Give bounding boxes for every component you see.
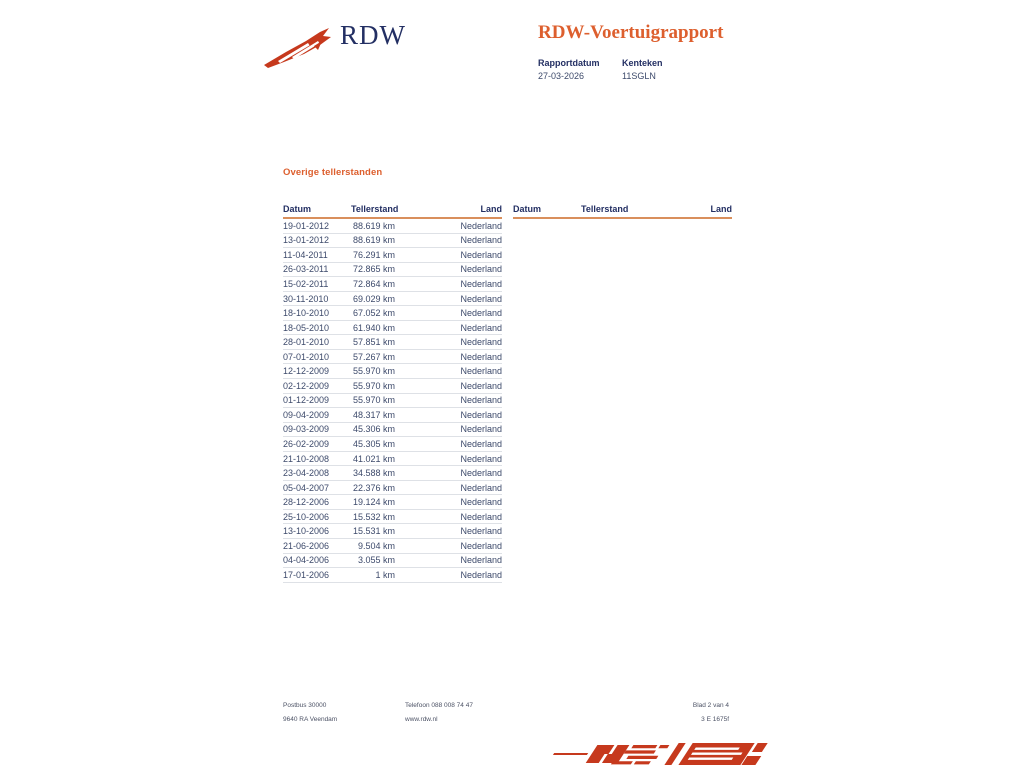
table-row <box>283 248 502 263</box>
report-date-label: Rapportdatum <box>538 58 600 68</box>
cell-country: Nederland <box>460 308 502 319</box>
cell-reading: 57.851 km <box>352 337 395 348</box>
cell-reading: 57.267 km <box>352 351 395 362</box>
cell-country: Nederland <box>460 482 502 493</box>
meter-rows-left <box>283 219 502 583</box>
table-row <box>283 335 502 350</box>
cell-reading: 69.029 km <box>352 293 395 304</box>
cell-country: Nederland <box>460 511 502 522</box>
cell-date: 07-01-2010 <box>283 351 330 362</box>
cell-date: 18-10-2010 <box>283 308 330 319</box>
cell-country: Nederland <box>460 220 502 231</box>
cell-country: Nederland <box>460 453 502 464</box>
table-row <box>283 481 502 496</box>
cell-country: Nederland <box>460 380 502 391</box>
table-row <box>283 524 502 539</box>
cell-date: 09-03-2009 <box>283 424 330 435</box>
cell-date: 04-04-2006 <box>283 555 330 566</box>
cell-country: Nederland <box>460 497 502 508</box>
cell-reading: 22.376 km <box>352 482 395 493</box>
cell-reading: 88.619 km <box>352 235 395 246</box>
footer-website: www.rdw.nl <box>405 716 438 723</box>
table-row <box>283 379 502 394</box>
page-title: RDW-Voertuigrapport <box>538 22 724 43</box>
cell-date: 25-10-2006 <box>283 511 330 522</box>
table-row <box>283 394 502 409</box>
cell-country: Nederland <box>460 540 502 551</box>
table-row <box>283 321 502 336</box>
table-row <box>283 495 502 510</box>
cell-country: Nederland <box>460 351 502 362</box>
cell-reading: 45.306 km <box>352 424 395 435</box>
cell-reading: 72.865 km <box>352 264 395 275</box>
cell-date: 05-04-2007 <box>283 482 330 493</box>
cell-date: 28-12-2006 <box>283 497 330 508</box>
cell-country: Nederland <box>460 337 502 348</box>
footer-contact <box>405 699 473 727</box>
cell-country: Nederland <box>460 555 502 566</box>
cell-reading: 55.970 km <box>352 380 395 391</box>
table-row <box>283 554 502 569</box>
table-header-right <box>513 204 732 219</box>
cell-date: 02-12-2009 <box>283 380 330 391</box>
cell-country: Nederland <box>460 249 502 260</box>
table-row <box>283 539 502 554</box>
cell-country: Nederland <box>460 526 502 537</box>
cell-country: Nederland <box>460 293 502 304</box>
cell-reading: 41.021 km <box>352 453 395 464</box>
cell-country: Nederland <box>460 235 502 246</box>
cell-reading: 3.055 km <box>357 555 395 566</box>
cell-country: Nederland <box>460 322 502 333</box>
cell-reading: 88.619 km <box>352 220 395 231</box>
cell-reading: 76.291 km <box>352 249 395 260</box>
table-row <box>283 292 502 307</box>
column-header-date: Datum <box>283 204 312 214</box>
cell-date: 11-04-2011 <box>283 249 328 260</box>
rdw-plume-icon <box>262 24 332 72</box>
column-header-reading: Tellerstand <box>351 204 399 214</box>
cell-reading: 45.305 km <box>352 438 395 449</box>
table-row <box>283 452 502 467</box>
column-header-country: Land <box>480 204 502 214</box>
table-row <box>283 408 502 423</box>
cell-date: 12-12-2009 <box>283 366 330 377</box>
footer-page-number: Blad 2 van 4 <box>692 702 729 709</box>
table-header-left <box>283 204 502 219</box>
cell-country: Nederland <box>460 278 502 289</box>
footer-form-code: 3 E 1675f <box>701 716 729 723</box>
cell-country: Nederland <box>460 569 502 580</box>
table-row <box>283 234 502 249</box>
table-row <box>283 219 502 234</box>
table-row <box>283 306 502 321</box>
cell-date: 13-01-2012 <box>283 235 330 246</box>
rdw-logo <box>262 20 406 72</box>
cell-country: Nederland <box>460 438 502 449</box>
cell-reading: 48.317 km <box>352 409 395 420</box>
cell-reading: 1 km <box>375 569 395 580</box>
cell-date: 28-01-2010 <box>283 337 330 348</box>
odometer-table-right <box>513 204 732 583</box>
cell-date: 23-04-2008 <box>283 468 330 479</box>
cell-date: 17-01-2006 <box>283 569 330 580</box>
table-row <box>283 437 502 452</box>
cell-reading: 34.588 km <box>352 468 395 479</box>
table-row <box>283 263 502 278</box>
table-row <box>283 350 502 365</box>
cell-country: Nederland <box>460 395 502 406</box>
cell-reading: 72.864 km <box>352 278 395 289</box>
table-row <box>283 423 502 438</box>
rdw-stripes-art-icon <box>546 741 786 768</box>
cell-date: 01-12-2009 <box>283 395 330 406</box>
cell-date: 19-01-2012 <box>283 220 330 231</box>
cell-date: 26-03-2011 <box>283 264 329 275</box>
footer-address <box>283 699 337 727</box>
table-row <box>283 277 502 292</box>
cell-reading: 19.124 km <box>352 497 395 508</box>
cell-reading: 15.532 km <box>352 511 395 522</box>
cell-reading: 61.940 km <box>352 322 395 333</box>
license-plate-value: 11SGLN <box>622 71 656 81</box>
cell-country: Nederland <box>460 366 502 377</box>
odometer-table-left <box>283 204 502 583</box>
report-date-value: 27-03-2026 <box>538 71 585 81</box>
footer-pagination <box>693 699 729 727</box>
cell-reading: 55.970 km <box>352 395 395 406</box>
cell-reading: 9.504 km <box>357 540 395 551</box>
cell-date: 21-06-2006 <box>283 540 330 551</box>
cell-date: 09-04-2009 <box>283 409 330 420</box>
report-date-block <box>538 58 622 81</box>
footer-city: 9640 RA Veendam <box>283 716 338 723</box>
column-header-date: Datum <box>513 204 542 214</box>
cell-date: 26-02-2009 <box>283 438 330 449</box>
table-row <box>283 568 502 583</box>
odometer-tables <box>283 204 732 583</box>
cell-reading: 55.970 km <box>352 366 395 377</box>
table-row <box>283 364 502 379</box>
table-row <box>283 510 502 525</box>
cell-reading: 15.531 km <box>352 526 395 537</box>
section-heading-other-odometer-readings: Overige tellerstanden <box>283 167 383 178</box>
cell-date: 15-02-2011 <box>283 278 329 289</box>
license-plate-label: Kenteken <box>622 58 663 68</box>
table-row <box>283 466 502 481</box>
license-plate-block <box>622 58 706 81</box>
report-header <box>538 22 798 81</box>
cell-date: 30-11-2010 <box>283 293 329 304</box>
cell-date: 18-05-2010 <box>283 322 330 333</box>
column-header-reading: Tellerstand <box>581 204 629 214</box>
report-meta <box>538 58 798 81</box>
cell-date: 13-10-2006 <box>283 526 330 537</box>
cell-date: 21-10-2008 <box>283 453 330 464</box>
cell-reading: 67.052 km <box>352 308 395 319</box>
rdw-logo-text: RDW <box>340 20 406 50</box>
column-header-country: Land <box>710 204 732 214</box>
footer-postbus: Postbus 30000 <box>283 702 327 709</box>
cell-country: Nederland <box>460 264 502 275</box>
cell-country: Nederland <box>460 409 502 420</box>
footer-phone: Telefoon 088 008 74 47 <box>405 702 473 709</box>
cell-country: Nederland <box>460 468 502 479</box>
cell-country: Nederland <box>460 424 502 435</box>
